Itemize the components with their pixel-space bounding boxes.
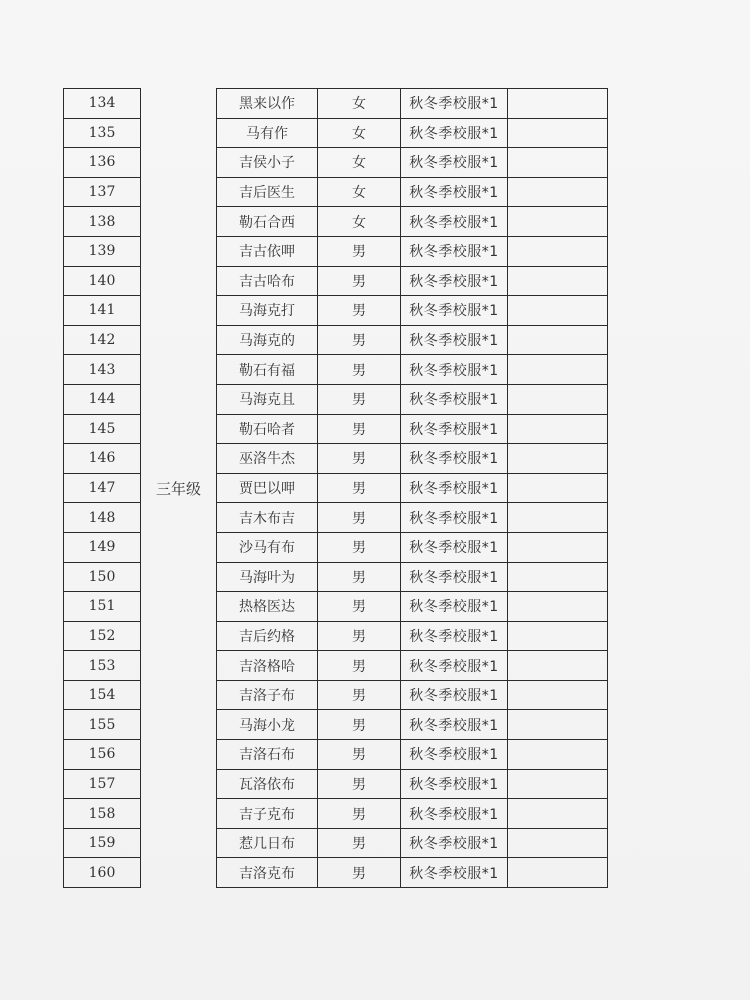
student-name: 勒石合西 — [217, 207, 318, 237]
row-number: 159 — [64, 828, 141, 858]
blank-cell — [508, 710, 608, 740]
blank-cell — [508, 89, 608, 119]
row-number: 151 — [64, 592, 141, 622]
student-name: 吉洛克布 — [217, 858, 318, 888]
student-gender: 男 — [318, 562, 401, 592]
row-number: 160 — [64, 858, 141, 888]
uniform-item: 秋冬季校服*1 — [401, 562, 508, 592]
blank-cell — [508, 651, 608, 681]
uniform-item: 秋冬季校服*1 — [401, 414, 508, 444]
blank-cell — [508, 148, 608, 178]
student-gender: 男 — [318, 503, 401, 533]
student-gender: 男 — [318, 710, 401, 740]
row-number: 148 — [64, 503, 141, 533]
uniform-item: 秋冬季校服*1 — [401, 444, 508, 474]
blank-cell — [508, 592, 608, 622]
student-name: 吉子克布 — [217, 799, 318, 829]
uniform-item: 秋冬季校服*1 — [401, 177, 508, 207]
student-name: 贾巴以呷 — [217, 473, 318, 503]
student-name: 马海小龙 — [217, 710, 318, 740]
student-gender: 男 — [318, 325, 401, 355]
row-number: 147 — [64, 473, 141, 503]
student-name: 马海克打 — [217, 296, 318, 326]
student-gender: 女 — [318, 177, 401, 207]
blank-cell — [508, 740, 608, 770]
student-name: 吉后医生 — [217, 177, 318, 207]
uniform-item: 秋冬季校服*1 — [401, 503, 508, 533]
row-number: 142 — [64, 325, 141, 355]
uniform-item: 秋冬季校服*1 — [401, 799, 508, 829]
uniform-item: 秋冬季校服*1 — [401, 118, 508, 148]
uniform-item: 秋冬季校服*1 — [401, 592, 508, 622]
uniform-item: 秋冬季校服*1 — [401, 828, 508, 858]
blank-cell — [508, 532, 608, 562]
uniform-item: 秋冬季校服*1 — [401, 89, 508, 119]
row-number: 141 — [64, 296, 141, 326]
student-name: 吉木布吉 — [217, 503, 318, 533]
uniform-item: 秋冬季校服*1 — [401, 473, 508, 503]
uniform-item: 秋冬季校服*1 — [401, 296, 508, 326]
student-name: 吉洛格哈 — [217, 651, 318, 681]
student-gender: 男 — [318, 532, 401, 562]
blank-cell — [508, 769, 608, 799]
row-number: 157 — [64, 769, 141, 799]
row-number: 145 — [64, 414, 141, 444]
student-name: 沙马有布 — [217, 532, 318, 562]
blank-cell — [508, 355, 608, 385]
student-name: 吉古依呷 — [217, 236, 318, 266]
uniform-item: 秋冬季校服*1 — [401, 680, 508, 710]
uniform-item: 秋冬季校服*1 — [401, 236, 508, 266]
row-number: 134 — [64, 89, 141, 119]
student-gender: 男 — [318, 266, 401, 296]
blank-cell — [508, 384, 608, 414]
student-name: 惹几日布 — [217, 828, 318, 858]
blank-cell — [508, 296, 608, 326]
row-number: 150 — [64, 562, 141, 592]
student-gender: 男 — [318, 680, 401, 710]
student-gender: 男 — [318, 769, 401, 799]
student-name: 吉侯小子 — [217, 148, 318, 178]
blank-cell — [508, 503, 608, 533]
student-name: 吉后约格 — [217, 621, 318, 651]
row-number: 140 — [64, 266, 141, 296]
student-gender: 男 — [318, 621, 401, 651]
student-name: 吉古哈布 — [217, 266, 318, 296]
uniform-item: 秋冬季校服*1 — [401, 207, 508, 237]
uniform-item: 秋冬季校服*1 — [401, 384, 508, 414]
student-name: 吉洛石布 — [217, 740, 318, 770]
student-name: 黑来以作 — [217, 89, 318, 119]
row-number: 144 — [64, 384, 141, 414]
blank-cell — [508, 266, 608, 296]
student-gender: 男 — [318, 592, 401, 622]
student-gender: 女 — [318, 89, 401, 119]
student-gender: 女 — [318, 118, 401, 148]
row-number: 143 — [64, 355, 141, 385]
student-gender: 男 — [318, 384, 401, 414]
blank-cell — [508, 621, 608, 651]
blank-cell — [508, 858, 608, 888]
uniform-item: 秋冬季校服*1 — [401, 355, 508, 385]
blank-cell — [508, 325, 608, 355]
uniform-item: 秋冬季校服*1 — [401, 325, 508, 355]
student-name: 吉洛子布 — [217, 680, 318, 710]
student-name: 热格医达 — [217, 592, 318, 622]
row-number: 155 — [64, 710, 141, 740]
row-number: 137 — [64, 177, 141, 207]
uniform-distribution-table — [63, 88, 608, 888]
uniform-item: 秋冬季校服*1 — [401, 532, 508, 562]
student-gender: 男 — [318, 651, 401, 681]
row-number: 139 — [64, 236, 141, 266]
student-name: 马有作 — [217, 118, 318, 148]
row-number: 154 — [64, 680, 141, 710]
student-gender: 女 — [318, 207, 401, 237]
row-number: 149 — [64, 532, 141, 562]
row-number: 138 — [64, 207, 141, 237]
student-name: 巫洛牛杰 — [217, 444, 318, 474]
row-number: 136 — [64, 148, 141, 178]
student-gender: 男 — [318, 473, 401, 503]
uniform-item: 秋冬季校服*1 — [401, 710, 508, 740]
uniform-item: 秋冬季校服*1 — [401, 266, 508, 296]
uniform-item: 秋冬季校服*1 — [401, 769, 508, 799]
blank-cell — [508, 828, 608, 858]
student-gender: 男 — [318, 414, 401, 444]
student-name: 勒石有福 — [217, 355, 318, 385]
student-gender: 男 — [318, 444, 401, 474]
row-number: 156 — [64, 740, 141, 770]
row-number: 153 — [64, 651, 141, 681]
student-gender: 女 — [318, 148, 401, 178]
row-number: 135 — [64, 118, 141, 148]
blank-cell — [508, 799, 608, 829]
blank-cell — [508, 414, 608, 444]
uniform-item: 秋冬季校服*1 — [401, 621, 508, 651]
student-name: 马海克且 — [217, 384, 318, 414]
uniform-item: 秋冬季校服*1 — [401, 858, 508, 888]
row-number: 152 — [64, 621, 141, 651]
student-gender: 男 — [318, 236, 401, 266]
blank-cell — [508, 177, 608, 207]
table-row — [64, 89, 608, 119]
uniform-item: 秋冬季校服*1 — [401, 740, 508, 770]
blank-cell — [508, 207, 608, 237]
table-body — [64, 89, 608, 888]
blank-cell — [508, 236, 608, 266]
student-name: 瓦洛依布 — [217, 769, 318, 799]
student-name: 马海克的 — [217, 325, 318, 355]
uniform-item: 秋冬季校服*1 — [401, 651, 508, 681]
row-number: 146 — [64, 444, 141, 474]
row-number: 158 — [64, 799, 141, 829]
student-gender: 男 — [318, 355, 401, 385]
student-gender: 男 — [318, 828, 401, 858]
grade-label: 三年级 — [141, 89, 217, 888]
student-name: 马海叶为 — [217, 562, 318, 592]
student-gender: 男 — [318, 858, 401, 888]
blank-cell — [508, 473, 608, 503]
blank-cell — [508, 562, 608, 592]
student-name: 勒石哈者 — [217, 414, 318, 444]
blank-cell — [508, 118, 608, 148]
student-gender: 男 — [318, 799, 401, 829]
blank-cell — [508, 444, 608, 474]
student-gender: 男 — [318, 740, 401, 770]
blank-cell — [508, 680, 608, 710]
uniform-item: 秋冬季校服*1 — [401, 148, 508, 178]
student-gender: 男 — [318, 296, 401, 326]
